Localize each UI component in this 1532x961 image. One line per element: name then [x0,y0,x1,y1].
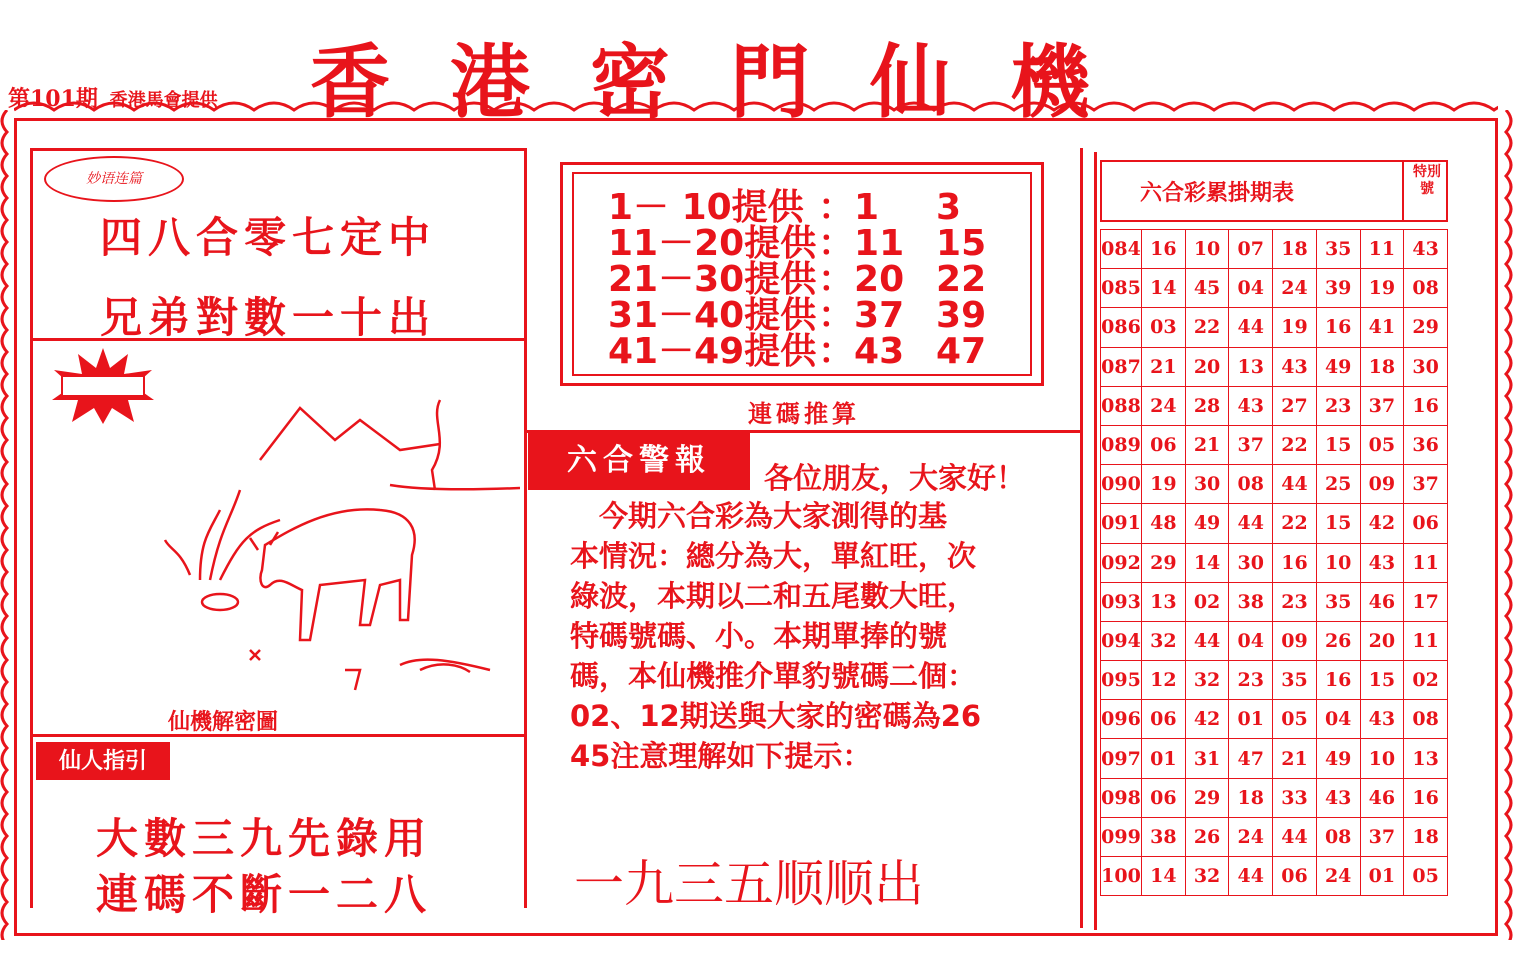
number-cell: 10 [1316,543,1360,582]
paragraph-line: 今期六合彩為大家測得的基 [570,499,948,533]
greeting-text: 各位朋友，大家好！ [764,461,1026,495]
number-cell: 44 [1273,817,1317,856]
number-cell: 32 [1185,661,1229,700]
special-number-cell: 17 [1404,582,1448,621]
starburst-icon [48,346,158,426]
number-cell: 35 [1316,230,1360,269]
number-cell: 49 [1185,504,1229,543]
number-cell: 39 [1316,269,1360,308]
special-number-cell: 16 [1404,386,1448,425]
number-cell: 25 [1316,465,1360,504]
divider-middle-right [1080,148,1083,928]
number-cell: 35 [1316,582,1360,621]
number-cell: 01 [1360,857,1404,896]
number-cell: 44 [1229,857,1273,896]
offer-number-a: 11 [854,223,905,264]
number-cell: 06 [1142,425,1186,464]
number-cell: 20 [1185,347,1229,386]
number-cell: 04 [1229,269,1273,308]
number-cell: 02 [1185,582,1229,621]
number-cell: 06 [1273,857,1317,896]
number-cell: 43 [1273,347,1317,386]
number-cell: 23 [1273,582,1317,621]
period-cell: 084 [1101,230,1142,269]
left-divider-2 [30,734,527,737]
special-number-cell: 43 [1404,230,1448,269]
special-number-cell: 08 [1404,700,1448,739]
number-cell: 22 [1273,504,1317,543]
number-cell: 12 [1142,661,1186,700]
history-title: 六合彩累掛期表 [1140,180,1295,206]
number-cell: 43 [1360,700,1404,739]
special-number-cell: 05 [1404,857,1448,896]
number-cell: 24 [1316,857,1360,896]
number-cell: 44 [1273,465,1317,504]
divider-right-inner [1094,152,1097,930]
period-cell: 097 [1101,739,1142,778]
number-cell: 18 [1229,778,1273,817]
number-cell: 07 [1229,230,1273,269]
number-cell: 37 [1360,386,1404,425]
offer-row: 31－40提供：37 39 [608,295,987,336]
number-cell: 08 [1229,465,1273,504]
offer-number-a: 37 [854,295,905,336]
table-row [1101,230,1448,269]
number-cell: 32 [1142,621,1186,660]
offer-number-b: 22 [936,259,987,300]
special-number-cell: 37 [1404,465,1448,504]
table-row [1101,817,1448,856]
number-cell: 42 [1185,700,1229,739]
special-number-cell: 30 [1404,347,1448,386]
special-number-cell: 18 [1404,817,1448,856]
number-cell: 20 [1360,621,1404,660]
number-cell: 19 [1273,308,1317,347]
period-cell: 100 [1101,857,1142,896]
period-cell: 096 [1101,700,1142,739]
period-cell: 092 [1101,543,1142,582]
number-cell: 10 [1185,230,1229,269]
number-cell: 28 [1185,386,1229,425]
number-cell: 24 [1229,817,1273,856]
table-row [1101,543,1448,582]
period-cell: 089 [1101,425,1142,464]
page-title: 香港密門仙機 [310,36,1150,129]
offer-number-a: 20 [854,259,905,300]
offer-range: 21－30提供 [608,259,817,300]
number-cell: 47 [1229,739,1273,778]
number-cell: 14 [1142,857,1186,896]
period-cell: 085 [1101,269,1142,308]
divider-left-middle [524,148,527,908]
paragraph-line: 02、12期送與大家的密碼為26 [570,699,982,733]
offer-range: 31－40提供 [608,295,817,336]
number-cell: 19 [1360,269,1404,308]
number-cell: 21 [1273,739,1317,778]
left-top-line-2: 兄弟對數一十出 [100,293,437,342]
number-cell: 30 [1185,465,1229,504]
special-number-cell: 11 [1404,621,1448,660]
number-cell: 32 [1185,857,1229,896]
number-cell: 04 [1316,700,1360,739]
offer-number-a: 43 [854,331,905,372]
number-cell: 24 [1273,269,1317,308]
period-cell: 094 [1101,621,1142,660]
offer-row: 21－30提供：20 22 [608,259,987,300]
number-cell: 14 [1142,269,1186,308]
number-cell: 09 [1273,621,1317,660]
table-row [1101,425,1448,464]
left-col-border [30,148,33,908]
number-cell: 31 [1185,739,1229,778]
top-wave-border [14,100,1498,120]
number-cell: 15 [1316,425,1360,464]
number-cell: 37 [1360,817,1404,856]
number-cell: 15 [1316,504,1360,543]
number-cell: 01 [1229,700,1273,739]
number-cell: 16 [1316,308,1360,347]
ox-scene-illustration [150,380,520,700]
history-table [1100,229,1448,896]
table-row [1101,504,1448,543]
table-row [1101,582,1448,621]
number-cell: 49 [1316,347,1360,386]
left-top-border [30,148,527,151]
hint-text: 一九三五顺顺出 [574,855,924,913]
number-cell: 49 [1316,739,1360,778]
table-row [1101,857,1448,896]
image-caption: 仙機解密圖 [168,709,279,735]
number-cell: 26 [1185,817,1229,856]
table-row [1101,739,1448,778]
left-top-line-1: 四八合零七定中 [100,213,437,262]
paragraph-line: 綠波，本期以二和五尾數大旺， [570,579,977,613]
offer-row: 11－20提供：11 15 [608,223,987,264]
left-wave-border [0,110,14,940]
period-cell: 091 [1101,504,1142,543]
table-row [1101,661,1448,700]
number-cell: 05 [1273,700,1317,739]
table-row [1101,465,1448,504]
left-bottom-line-2: 連碼不斷一二八 [96,870,433,919]
number-cell: 01 [1142,739,1186,778]
guide-tag: 仙人指引 [36,742,170,780]
number-cell: 22 [1273,425,1317,464]
number-cell: 37 [1229,425,1273,464]
number-cell: 44 [1229,308,1273,347]
number-cell: 22 [1185,308,1229,347]
number-cell: 44 [1185,621,1229,660]
paragraph-line: 本情況：總分為大，單紅旺，次 [570,539,977,573]
alert-paragraph [570,496,1070,776]
number-cell: 13 [1229,347,1273,386]
number-cell: 09 [1360,465,1404,504]
special-number-cell: 11 [1404,543,1448,582]
table-row [1101,308,1448,347]
offer-row: 41－49提供：43 47 [608,331,987,372]
paragraph-line: 45注意理解如下提示： [570,739,872,773]
number-cell: 04 [1229,621,1273,660]
period-cell: 087 [1101,347,1142,386]
offer-number-a: 1 [854,187,880,228]
special-number-cell: 29 [1404,308,1448,347]
number-cell: 27 [1273,386,1317,425]
offer-range: 41－49提供 [608,331,817,372]
number-cell: 13 [1142,582,1186,621]
period-cell: 098 [1101,778,1142,817]
table-row [1101,700,1448,739]
number-cell: 26 [1316,621,1360,660]
table-row [1101,778,1448,817]
number-cell: 16 [1273,543,1317,582]
number-cell: 10 [1360,739,1404,778]
number-cell: 06 [1142,778,1186,817]
period-cell: 090 [1101,465,1142,504]
special-number-label: 特別號 [1413,164,1441,197]
offer-number-b: 47 [936,331,987,372]
offer-number-b: 3 [936,187,962,228]
special-number-cell: 36 [1404,425,1448,464]
number-cell: 14 [1185,543,1229,582]
period-cell: 093 [1101,582,1142,621]
right-wave-border [1498,110,1514,940]
number-cell: 43 [1316,778,1360,817]
number-cell: 24 [1142,386,1186,425]
alert-tag: 六合警報 [528,432,750,490]
special-number-cell: 13 [1404,739,1448,778]
number-cell: 18 [1360,347,1404,386]
number-cell: 08 [1316,817,1360,856]
number-cell: 05 [1360,425,1404,464]
number-cell: 46 [1360,778,1404,817]
number-cell: 35 [1273,661,1317,700]
number-cell: 43 [1229,386,1273,425]
table-row [1101,347,1448,386]
paragraph-line: 特碼號碼、小。本期單捧的號 [570,619,948,653]
special-number-cell: 06 [1404,504,1448,543]
table-row [1101,386,1448,425]
number-cell: 16 [1142,230,1186,269]
period-cell: 095 [1101,661,1142,700]
offers-caption: 連碼推算 [748,399,860,428]
offer-range: 1－ 10提供 [608,187,804,228]
number-cell: 16 [1316,661,1360,700]
special-number-cell: 08 [1404,269,1448,308]
paragraph-line: 碼，本仙機推介單豹號碼二個： [570,659,977,693]
number-cell: 30 [1229,543,1273,582]
number-cell: 48 [1142,504,1186,543]
number-cell: 46 [1360,582,1404,621]
number-cell: 06 [1142,700,1186,739]
special-number-cell: 16 [1404,778,1448,817]
badge-miaoyu: 妙语连篇 [44,156,184,202]
number-cell: 19 [1142,465,1186,504]
left-bottom-line-1: 大數三九先錄用 [96,814,433,863]
number-cell: 38 [1142,817,1186,856]
number-cell: 38 [1229,582,1273,621]
number-cell: 23 [1316,386,1360,425]
number-cell: 42 [1360,504,1404,543]
table-row [1101,621,1448,660]
offer-row: 1－ 10提供 ：1 3 [608,187,962,228]
offers-list [608,187,1028,372]
number-cell: 29 [1142,543,1186,582]
offer-range: 11－20提供 [608,223,817,264]
period-cell: 099 [1101,817,1142,856]
number-cell: 03 [1142,308,1186,347]
number-cell: 11 [1360,230,1404,269]
number-cell: 41 [1360,308,1404,347]
number-cell: 21 [1185,425,1229,464]
number-cell: 45 [1185,269,1229,308]
table-row [1101,269,1448,308]
number-cell: 21 [1142,347,1186,386]
number-cell: 29 [1185,778,1229,817]
offer-number-b: 15 [936,223,987,264]
number-cell: 23 [1229,661,1273,700]
number-cell: 44 [1229,504,1273,543]
number-cell: 15 [1360,661,1404,700]
provider-text: 香港馬會提供 [109,90,218,111]
period-cell: 088 [1101,386,1142,425]
number-cell: 18 [1273,230,1317,269]
period-cell: 086 [1101,308,1142,347]
history-header-divider [1402,162,1404,220]
number-cell: 43 [1360,543,1404,582]
offer-number-b: 39 [936,295,987,336]
issue-number: 第101期 [8,86,98,112]
number-cell: 33 [1273,778,1317,817]
special-number-cell: 02 [1404,661,1448,700]
